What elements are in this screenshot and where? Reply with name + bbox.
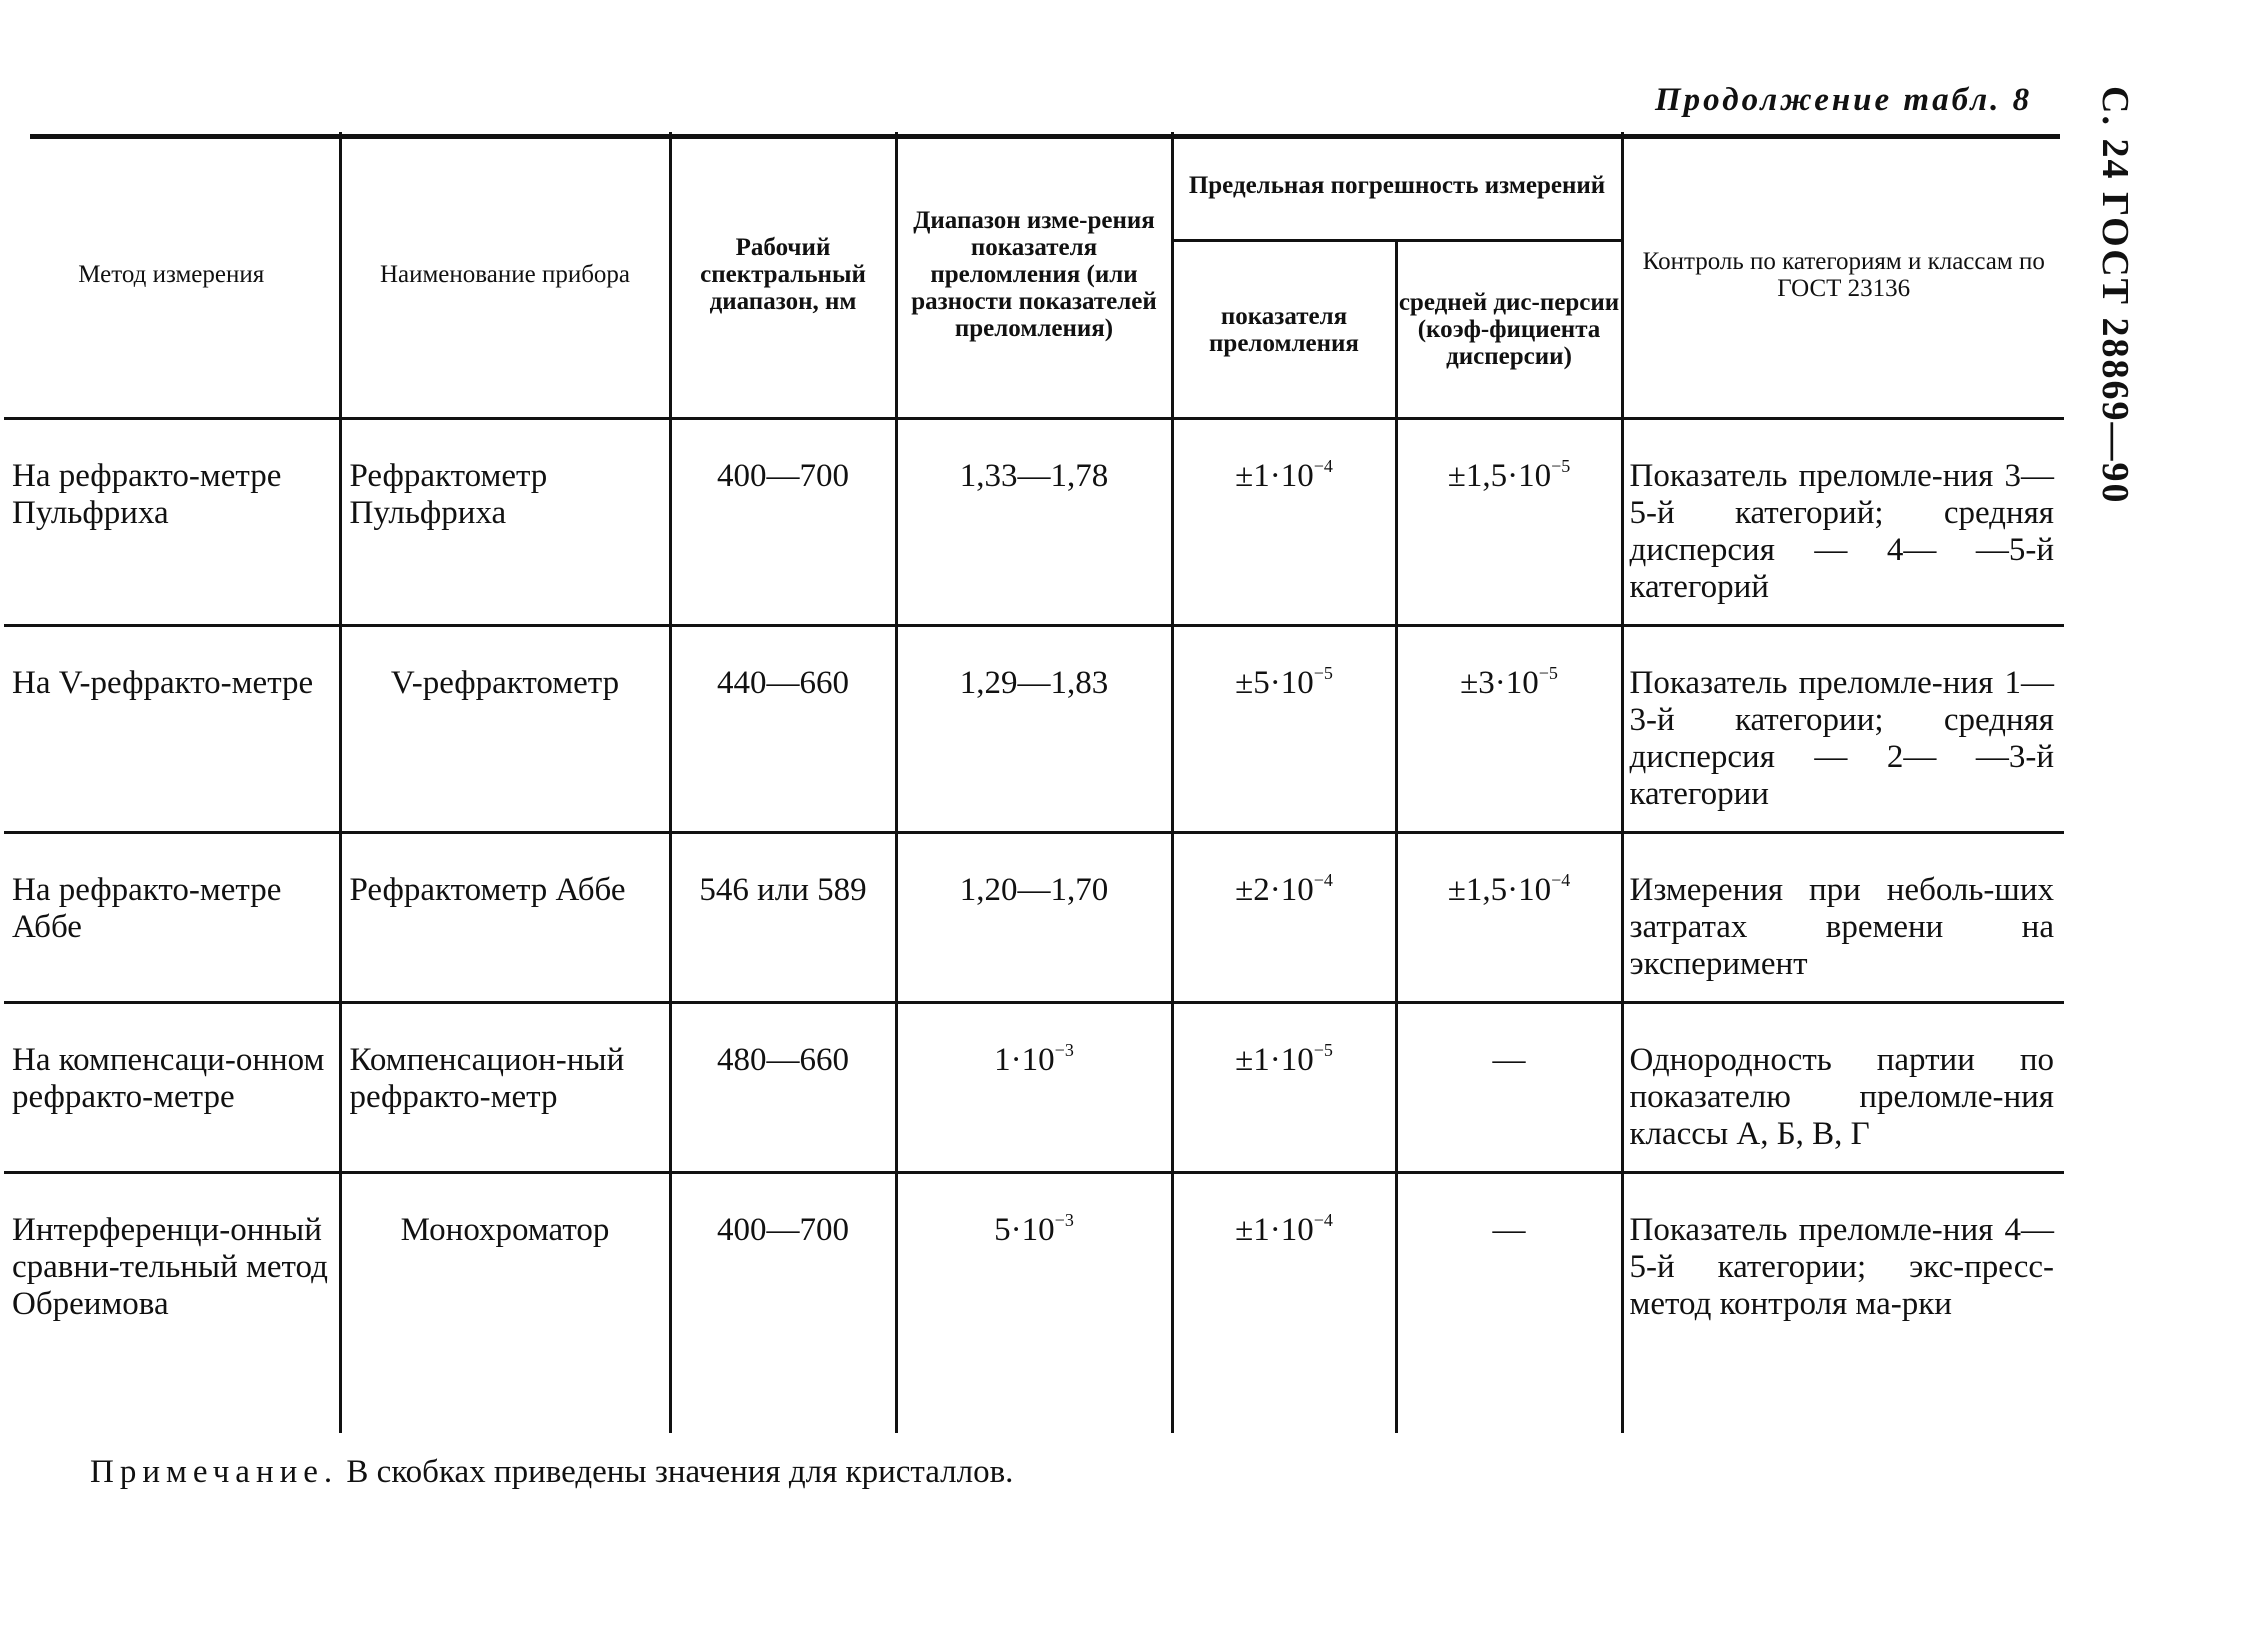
table-footnote bbox=[90, 1454, 1013, 1491]
cell-control: Измерения при неболь-ших затратах времени на эксперимент bbox=[1629, 872, 2054, 982]
cell-method: На рефракто-метре Пульфриха bbox=[12, 458, 282, 531]
cell-method: На V-рефракто-метре bbox=[12, 665, 314, 701]
table-row bbox=[4, 1003, 2064, 1173]
cell-device: Монохроматор bbox=[400, 1212, 610, 1248]
footnote-text: В скобках приведены значения для кристаллов. bbox=[346, 1454, 1014, 1490]
cell-error-dispersion: — bbox=[1492, 1212, 1526, 1248]
header-error-group: Предельная погрешность измерений bbox=[1172, 132, 1622, 241]
cell-range: 1,33—1,78 bbox=[959, 458, 1109, 494]
header-spectral-range: Рабочий спектральный диапазон, нм bbox=[670, 132, 896, 419]
cell-error-dispersion: — bbox=[1492, 1042, 1526, 1078]
cell-error-index: $\pm 5\cdot 10^{-5}$ bbox=[1235, 663, 1333, 701]
header-measurement-range: Диапазон изме-рения показателя преломления (или разности показателей преломления) bbox=[896, 132, 1172, 419]
cell-error-dispersion: $\pm 3\cdot 10^{-5}$ bbox=[1460, 663, 1558, 701]
cell-control: Показатель преломле-ния 3—5-й категорий; средняя дисперсия — 4— —5-й категорий bbox=[1629, 458, 2054, 605]
cell-spectral: 440—660 bbox=[717, 665, 849, 701]
table-row bbox=[4, 419, 2064, 626]
cell-error-index: $\pm 2\cdot 10^{-4}$ bbox=[1235, 870, 1333, 908]
table-row bbox=[4, 1173, 2064, 1433]
cell-spectral: 400—700 bbox=[717, 1212, 849, 1248]
cell-method: На компенсаци-онном рефракто-метре bbox=[12, 1042, 325, 1115]
measurement-methods-table bbox=[4, 132, 2064, 1433]
cell-spectral: 400—700 bbox=[717, 458, 849, 494]
footnote-label: Примечание. bbox=[90, 1454, 339, 1490]
cell-method: Интерференци-онный сравни-тельный метод Обреимова bbox=[12, 1212, 328, 1322]
cell-error-dispersion: $\pm 1,5\cdot 10^{-4}$ bbox=[1447, 870, 1571, 908]
cell-control: Показатель преломле-ния 4—5-й категории; экс-пресс-метод контроля ма-рки bbox=[1629, 1212, 2054, 1322]
header-method: Метод измерения bbox=[4, 132, 340, 419]
cell-range: 1,20—1,70 bbox=[959, 872, 1109, 908]
cell-method: На рефракто-метре Аббе bbox=[12, 872, 282, 945]
cell-control: Однородность партии по показателю преломле-ния классы А, Б, В, Г bbox=[1629, 1042, 2054, 1152]
cell-range: $1\cdot 10^{-3}$ bbox=[994, 1040, 1074, 1078]
header-error-dispersion: средней дис-персии (коэф-фициента дисперсии) bbox=[1396, 241, 1622, 419]
cell-spectral: 480—660 bbox=[717, 1042, 849, 1078]
cell-device: Рефрактометр Аббе bbox=[349, 872, 626, 908]
cell-control: Показатель преломле-ния 1—3-й категории; средняя дисперсия — 2— —3-й категории bbox=[1629, 665, 2054, 812]
table-row bbox=[4, 833, 2064, 1003]
cell-spectral: 546 или 589 bbox=[699, 872, 867, 908]
cell-error-index: $\pm 1\cdot 10^{-4}$ bbox=[1235, 1210, 1333, 1248]
cell-error-index: $\pm 1\cdot 10^{-5}$ bbox=[1235, 1040, 1333, 1078]
cell-device: Рефрактометр Пульфриха bbox=[349, 458, 548, 531]
cell-device: Компенсацион-ный рефракто-метр bbox=[349, 1042, 625, 1115]
header-control: Контроль по категориям и классам по ГОСТ 23136 bbox=[1622, 132, 2064, 419]
cell-error-index: $\pm 1\cdot 10^{-4}$ bbox=[1235, 456, 1333, 494]
header-device: Наименование прибора bbox=[340, 132, 670, 419]
cell-device: V-рефрактометр bbox=[390, 665, 620, 701]
table-row bbox=[4, 626, 2064, 833]
cell-error-dispersion: $\pm 1,5\cdot 10^{-5}$ bbox=[1447, 456, 1571, 494]
page-side-label: С. 24 ГОСТ 28869—90 bbox=[2094, 86, 2136, 505]
cell-range: 1,29—1,83 bbox=[959, 665, 1109, 701]
header-error-index: показателя преломления bbox=[1172, 241, 1396, 419]
table-caption: Продолжение табл. 8 bbox=[1655, 82, 2033, 118]
cell-range: $5\cdot 10^{-3}$ bbox=[994, 1210, 1074, 1248]
